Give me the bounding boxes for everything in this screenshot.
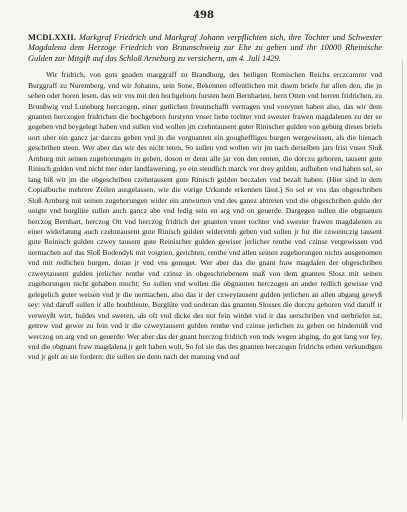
document-heading [28, 33, 382, 64]
document-text [28, 33, 382, 363]
page-number: 498 [193, 10, 214, 21]
page-edge-shadow [399, 60, 403, 420]
document-body: Wir fridrich, von gots gnaden marggraff zu Brandburg, des heiligen Romischen Reichs erczcamrer vnd Burggraff zu Nuremberg, vnd wir Johanns, sein Sone, Bekennen offentlichen mit disem briefe fur allen den, die jn sehen oder horen lesen, das wir vns mit den hochgeborn fursten hern Bernharten, hern Otten vnd herren fridrichen, zu Brunßwig vnd Luneburg herczogen, einer gutlichen freuntschafft vertragen vnd voreynet haben also, das wir dem gnanten herczogen fridrichen die hochgeborn furstynn vnser liebe tochter vnd swester frawen magdalenen zu der ee gegeben vnd beygelegt haben vnd sullen vnd wollen jm czehntausent guter Rinischer gulden von geburg dieses briefs uort uber ein gancz jar darczu geben vnd jn die vorgnanten ein gougheffliges burgen wergewissen, als die hienach geschriben steen. Wer aber das wir des nicht teten, So sullen vnd wollen wir jm nach derselben jars frist vnser Sloß Arnburg mit seinen zugehorungen in geben, doson er denn alle jar von den renten, die dorczu gehoren, tausent gute Rinisch gulden vnd nicht mer oder landfawerung, ye ein stendlich marck vor drey gulden, aufheben vnd haben sol, so lang biß wir jm die obgeschriben czehntausent gute Rinisch gulden beczalen vnd bezalt haben. (Hier sind in dem Copialbuche mehrere Zeilen ausgelassen, wie die vorige Urkunde erkennen lässt.) So sol er vns das obgeschriben Sloß Arnburg mit seinen zugehorungen wider ein antwurten vnd des ganez abtreten vnd die obgeschriben gulde der uoigte vnd burglüte sullen auch gancz abe vnd ledig sein en arg vnd on geuerde. Dargegen sullen die obgnanten herczog Bernhart, herczog Ott vnd herczog fridrich der gnanten vnser tochter vnd swester frawen magdalenen zu einer widerlatung auch czehntausent gute Rinisch gulden widervmb geben vnd sullen jr fur die czweinczig tausent gute Reinisch gulden czwey tausent gute Reinischer gulden gewiser jerlicher renthe vnd czinse vergewissen vnd uermachen auf das Sloß Bodendyk mit voigtien, gerichten, renthe vnd allen seinen zugehorungen nichts ausgenomen vnd mit redlichen burgen, doran jr vnd vns genuget. Wer aber das die gnant fraw magdalen der obgeschriben czweytausent gulden jerlicher renthe vnd czinsz in obgeschriebenem maß von dem gnanten Slosz mit seinen zugehorungen nicht gehaben mocht; So sullen vnd wollen die obgnanten herczogen an ander redlich gewisse vnd gelegelich guter weisen vnd jr die uermachen, also das ir der czweytausent gulden jerlichen an allen abgang gewyß sey: vnd daruff sullen ir alle houbtleute, Burglüte vnd uoderan das gnanten Slosses die dorczu gehoren vnd daruff ir verweyßt wirt, huldes vnd sweren, als oft vnd dicke des not fein wirdet vnd ir das uerschriben vnd uerbriefet ist, getrew vnd gewer zu fein vnd ir die czweytausent gulden renthe vnd czinse jerlichen zu geben on hindernüß vnd werczog on arg vnd on geuerde: Wer aber das der gnant herczog fridrich von tods wegen abging, do got lang vor fey, vnd die obgnant fraw magdalena jr gelt haben wolt, So fol sie das des gnanten herczogen fridrichs erben verkundigen vnd jr gelt an sie fordern: die sullen sie denn nach der manung vnd auf [28, 70, 382, 362]
document-number: MCDLXXII. [28, 33, 77, 42]
document-summary: Markgraf Friedrich und Markgraf Johann verpflichten sich, ihre Tochter und Schwester Magdalena dem Herzoge Friedrich von Braunschweig zur Ehe zu geben und ihr 10000 Rheinische Gulden zur Mitgift auf das Schloß Arneburg zu versichern, am 4. Juli 1429. [28, 33, 382, 63]
